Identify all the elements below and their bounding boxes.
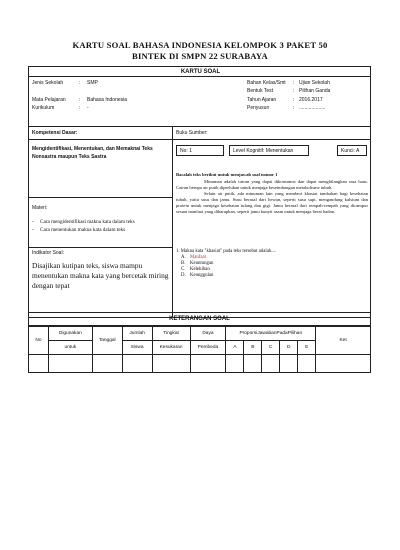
document-subtitle: BINTEK DI SMPN 22 SURABAYA	[132, 51, 268, 61]
field-sep: :	[79, 80, 81, 86]
competence-heading: Kompetensi Dasar:	[32, 130, 78, 136]
key-label: Kunci: A	[341, 148, 360, 154]
col-proporsi: ProporsiJawabanPadaPilihan	[226, 327, 316, 341]
table-cell	[29, 355, 49, 373]
col-option-d: D	[280, 341, 298, 355]
col-option-a: A	[226, 341, 244, 355]
field-sep: :	[79, 105, 81, 111]
field-value-tahun-ajaran: 2016.2017	[299, 97, 323, 103]
col-pembeda: Pembeda	[190, 341, 226, 355]
field-sep: :	[293, 105, 295, 111]
table-cell	[48, 355, 92, 373]
materi-list	[32, 219, 170, 233]
option-d: D. Keunggulan	[181, 273, 214, 278]
divider	[29, 247, 172, 248]
col-no: No	[29, 327, 49, 355]
field-value-penyusun: ...................	[299, 105, 326, 111]
divider	[29, 76, 370, 77]
table-cell	[244, 355, 262, 373]
field-sep: :	[293, 80, 295, 86]
reading-instruction: Bacalah teks berikut untuk menjawab soal nomor 1	[176, 172, 278, 177]
col-digunakan: Digunakan	[48, 327, 92, 341]
field-value-bahan-kelas: Ujian Sekolah	[299, 80, 330, 86]
option-b: B. Keuntungan	[181, 261, 214, 266]
field-label-kurikulum: Kurikulum	[32, 105, 55, 111]
field-label-penyusun: Penyusun	[247, 105, 270, 111]
indikator-text: Disajikan kutipan teks, siswa mampu menentukan makna kata yang bercetak miring dengan tepat	[32, 261, 169, 290]
source-heading: Buku Sumber:	[176, 130, 208, 136]
field-sep: :	[79, 97, 81, 103]
table-cell	[190, 355, 226, 373]
field-value-mata-pelajaran: Bahasa Indonesia	[87, 97, 128, 103]
number-label: No: 1	[180, 148, 192, 154]
level-box	[229, 145, 309, 156]
competence-text: Mengidentifikasi, Menentukan, dan Memaknai Teks Nonsastra maupun Teks Sastra	[32, 146, 153, 160]
key-box	[337, 145, 367, 156]
table-cell	[152, 355, 190, 373]
document-title: KARTU SOAL BAHASA INDONESIA KELOMPOK 3 PAKET 50	[72, 40, 328, 50]
question-text: 1. Makna kata "khasiat" pada teks tersebut adalah....	[176, 249, 277, 254]
table-cell	[226, 355, 244, 373]
field-label-bentuk-test: Bentuk Test	[247, 88, 274, 94]
option-a: A. Manfaat	[181, 255, 206, 260]
field-label-mata-pelajaran: Mata Pelajaran	[32, 97, 66, 103]
table-cell	[92, 355, 122, 373]
number-box	[176, 145, 224, 156]
field-sep: :	[293, 88, 295, 94]
col-tanggal: Tanggal	[92, 327, 122, 355]
indikator-heading: Indikator Soal:	[32, 250, 64, 256]
col-daya: Daya	[190, 327, 226, 341]
field-label-tahun-ajaran: Tahun Ajaran	[247, 97, 277, 103]
col-ket: Ket	[316, 327, 371, 355]
col-siswa: Siswa	[122, 341, 152, 355]
reading-passage	[176, 179, 368, 215]
field-value-jenis-sekolah: SMP	[87, 80, 98, 86]
card-title: KARTU SOAL	[180, 69, 221, 75]
materi-heading: Materi:	[32, 205, 48, 211]
col-jumlah: Jumlah	[122, 327, 152, 341]
table-cell	[316, 355, 371, 373]
materi-item: - Cara menentukan makna kata dalam teks	[32, 226, 126, 233]
table-cell	[262, 355, 280, 373]
field-label-bahan-kelas: Bahan Kelas/Smt	[247, 80, 286, 86]
col-tingkat: Tingkat	[152, 327, 190, 341]
competence-section	[28, 126, 371, 318]
col-option-e: E	[298, 341, 316, 355]
reading-paragraph: Selain air putih, ada minuman lain yang memberi khasiat tambahan bagi kesehatan tubuh, yaitu susu dan jamu. Susu berasal dari hewan, seperti susu sapi, mengandung kalsium dan protein untuk menjaga kesehatan tulang dan gigi. Jamu berasal dari rempah-rempah yang dicampur sesuai manfaat yang diharapkan, seperti jamu kunyit asam untuk menjaga berat badan.	[176, 191, 368, 214]
divider	[172, 139, 370, 140]
table-cell	[280, 355, 298, 373]
field-value-bentuk-test: Pilihan Ganda	[299, 88, 331, 94]
answer-table	[28, 326, 371, 373]
divider	[29, 139, 172, 140]
materi-item: - Cara mengidentifikasi makna kata dalam teks	[32, 219, 135, 225]
level-label: Level Kognitif: Menentukan	[233, 148, 294, 154]
col-option-b: B	[244, 341, 262, 355]
col-option-c: C	[262, 341, 280, 355]
reading-paragraph: Minuman adalah cairan yang dapat dikonsumsi dan dapat menghilangkan rasa haus. Cairan berupa air putih diperlukan untuk menjaga keseimbangan metabolisme tubuh.	[176, 179, 368, 190]
col-kesukaran: Kesukaran	[152, 341, 190, 355]
field-sep: :	[293, 97, 295, 103]
divider	[29, 197, 172, 198]
option-list	[181, 255, 213, 279]
table-cell	[122, 355, 152, 373]
option-c: C. Kelebihan	[181, 267, 210, 272]
table-cell	[298, 355, 316, 373]
column-divider	[172, 127, 173, 317]
answer-table-title: KETERANGAN SOAL	[169, 316, 230, 322]
field-label-jenis-sekolah: Jenis Sekolah	[32, 80, 64, 86]
answer-table-header	[28, 312, 371, 326]
field-value-kurikulum: -	[87, 105, 89, 111]
col-untuk: untuk	[48, 341, 92, 355]
